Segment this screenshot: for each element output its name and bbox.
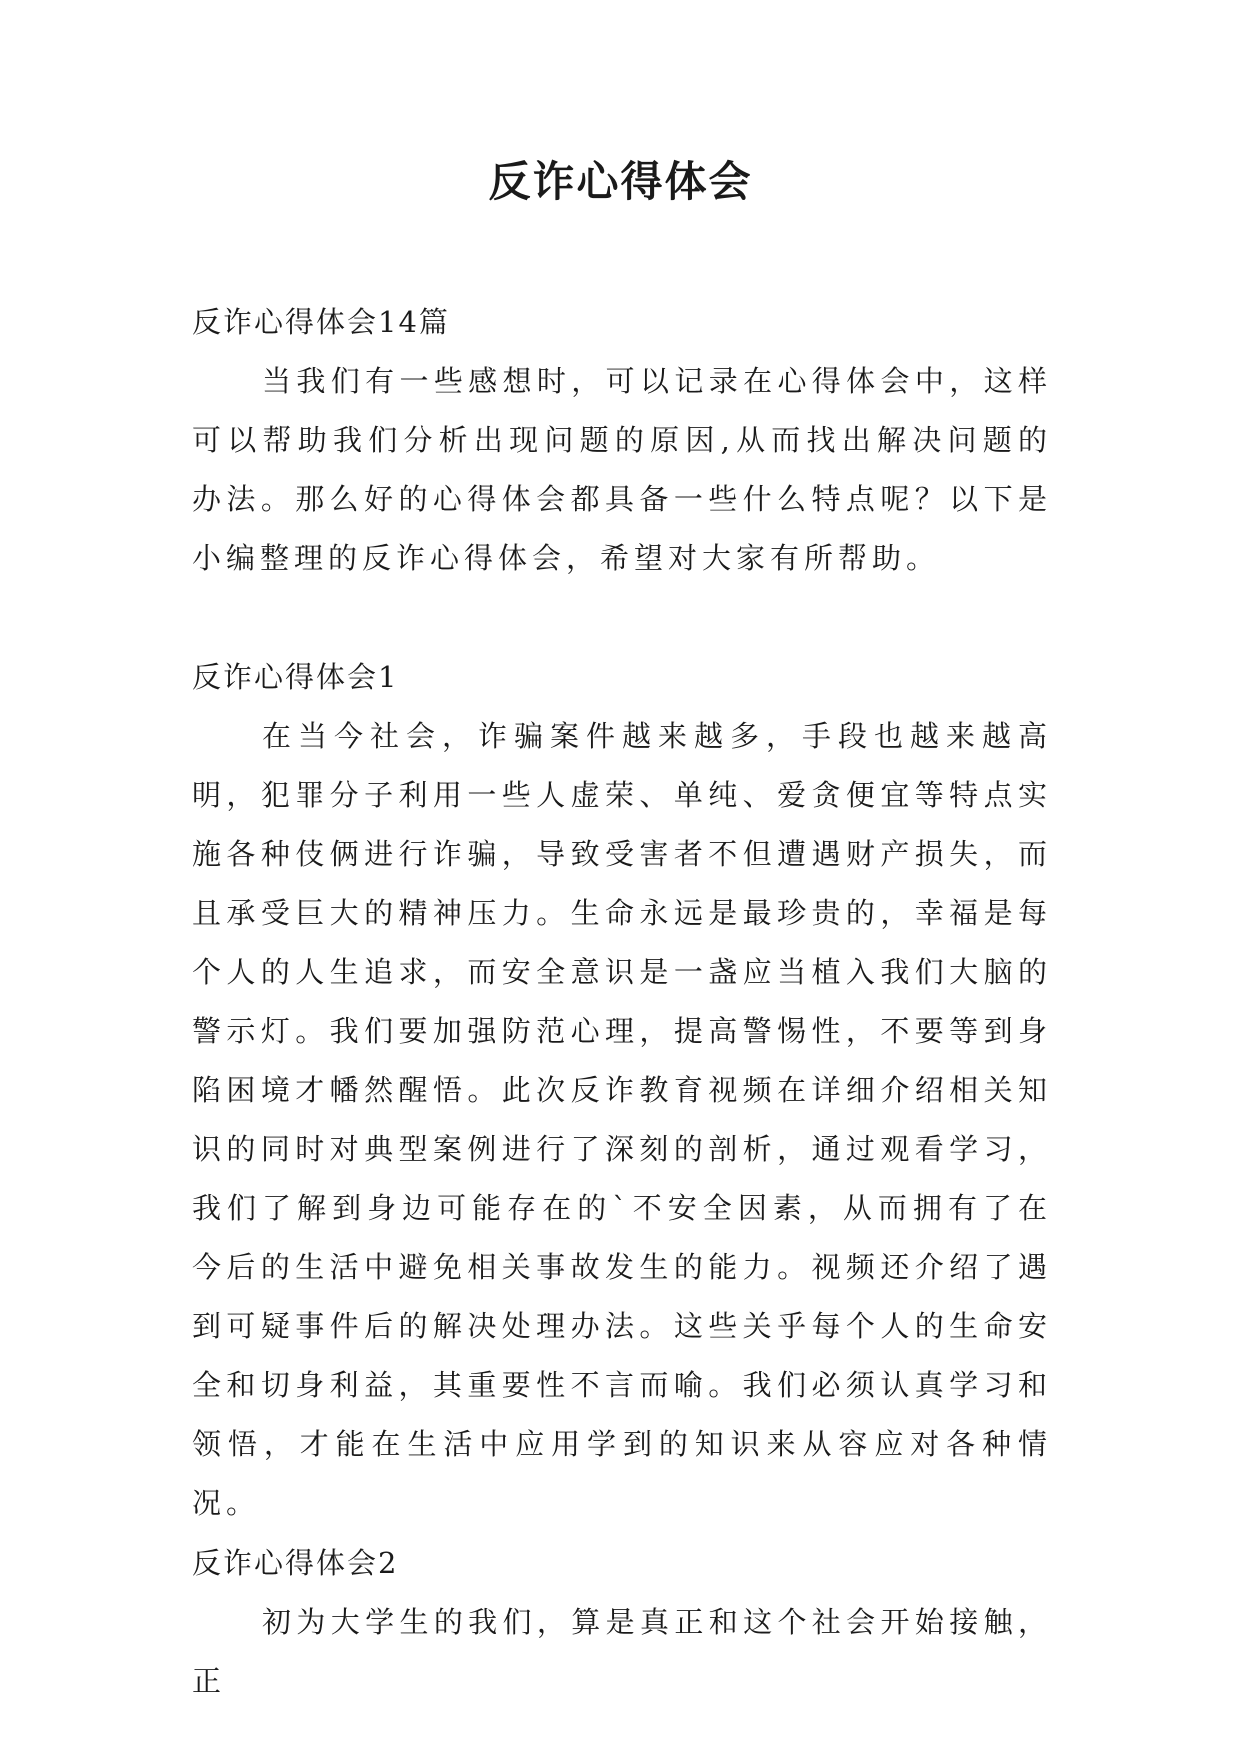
document-body <box>192 292 1052 1711</box>
document-title: 反诈心得体会 <box>488 157 753 206</box>
intro-paragraph: 当我们有一些感想时，可以记录在心得体会中，这样可以帮助我们分析出现问题的原因,从而找出解决问题的办法。那么好的心得体会都具备一些什么特点呢？以下是小编整理的反诈心得体会，希望对大家有所帮助。 <box>192 364 1052 575</box>
section-spacer <box>192 588 1052 647</box>
section-heading-1: 反诈心得体会1 <box>192 660 399 694</box>
section-body-1: 在当今社会，诈骗案件越来越多，手段也越来越高明，犯罪分子利用一些人虚荣、单纯、爱贪便宜等特点实施各种伎俩进行诈骗，导致受害者不但遭遇财产损失，而且承受巨大的精神压力。生命永远是最珍贵的，幸福是每个人的人生追求，而安全意识是一盏应当植入我们大脑的警示灯。我们要加强防范心理，提高警惕性，不要等到身陷困境才幡然醒悟。此次反诈教育视频在详细介绍相关知识的同时对典型案例进行了深刻的剖析，通过观看学习，我们了解到身边可能存在的`不安全因素，从而拥有了在今后的生活中避免相关事故发生的能力。视频还介绍了遇到可疑事件后的解决处理办法。这些关乎每个人的生命安全和切身利益，其重要性不言而喻。我们必须认真学习和领悟，才能在生活中应用学到的知识来从容应对各种情况。 <box>192 719 1052 1520</box>
section-body-2: 初为大学生的我们，算是真正和这个社会开始接触，正 <box>192 1605 1052 1698</box>
collection-heading: 反诈心得体会14篇 <box>192 305 450 339</box>
section-heading-2: 反诈心得体会2 <box>192 1546 399 1580</box>
